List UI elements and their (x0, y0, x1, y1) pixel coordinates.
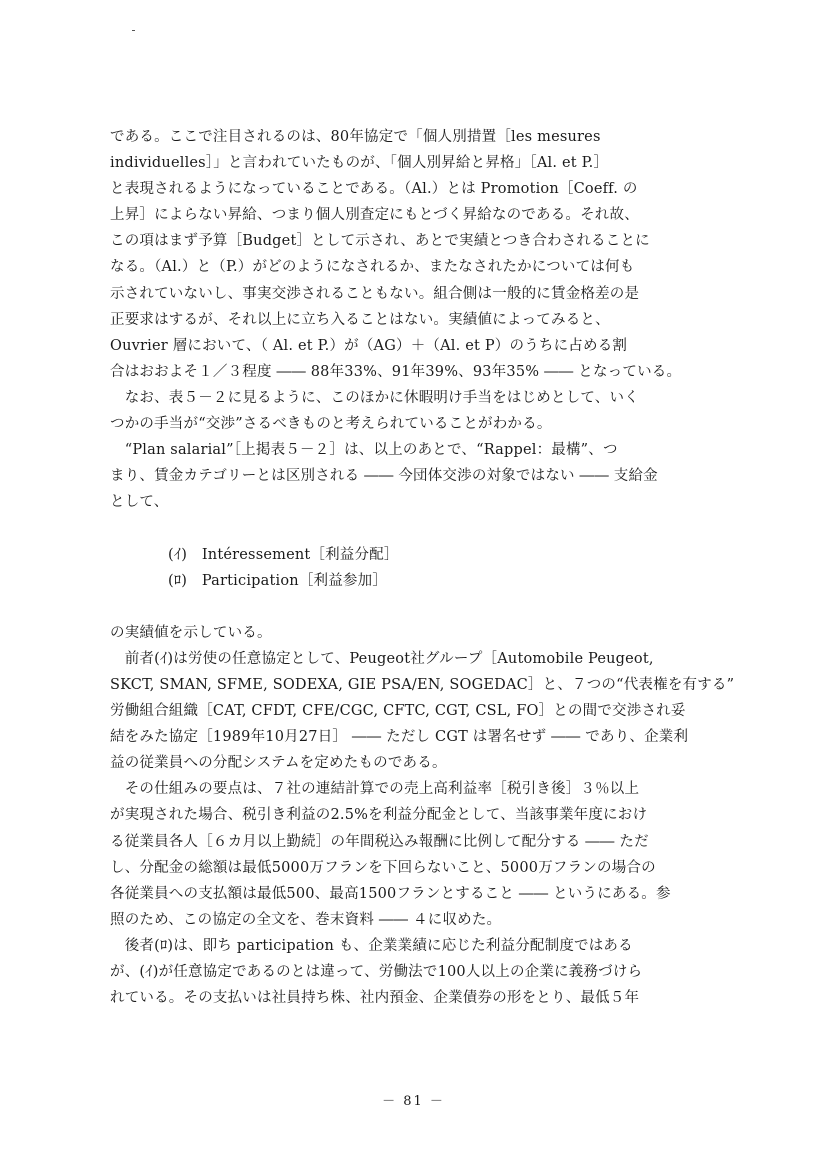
paragraph-3 (110, 437, 750, 515)
paragraph-6 (110, 776, 750, 933)
paragraph-1 (110, 124, 750, 385)
paragraph-2 (110, 385, 750, 437)
text-line: 結をみた協定［1989年10月27日］ ―― ただし CGT は署名せず ―― であり、企業利 (110, 729, 689, 746)
text-line: なお、表５－２に見るように、このほかに休暇明け手当をはじめとして、いく (110, 389, 639, 406)
text-line: として、 (110, 494, 169, 511)
text-line: この項はまず予算［Budget］として示され、あとで実績とつき合わされることに (110, 233, 650, 250)
text-line: が実現された場合、税引き利益の2.5%を利益分配金として、当該事業年度におけ (110, 807, 648, 824)
item-list (110, 542, 750, 594)
paragraph-5 (110, 646, 750, 776)
text-line: と表現されるようになっていることである。（Al.）とは Promotion［Coeff. の (110, 181, 638, 198)
text-line: 益の従業員への分配システムを定めたものである。 (110, 755, 447, 772)
text-line: である。ここで注目されるのは、80年協定で「個人別措置［les mesures (110, 129, 601, 145)
text-line: る従業員各人［６カ月以上勤続］の年間税込み報酬に比例して配分する ―― ただ (110, 833, 649, 850)
text-line: れている。その支払いは社員持ち株、社内預金、企業債券の形をとり、最低５年 (110, 990, 640, 1007)
text-line: 上昇］によらない昇給、つまり個人別査定にもとづく昇給なのである。それ故、 (110, 207, 639, 224)
text-line: なる。（Al.）と（P.）がどのようになされるか、またなされたかについては何も (110, 259, 635, 276)
scan-mark (132, 30, 135, 31)
text-line: 示されていないし、事実交渉されることもない。組合側は一般的に賃金格差の是 (110, 285, 640, 302)
blank-line (110, 515, 750, 541)
text-line: その仕組みの要点は、７社の連結計算での売上高利益率［税引き後］３％以上 (110, 781, 640, 798)
text-line: Ouvrier 層において、（ Al. et P.）が（AG）＋（Al. et P）のうちに占める割 (110, 337, 628, 354)
body-text (110, 124, 750, 1011)
text-line: 各従業員への支払額は最低500、最高1500フランとすること ―― というにある。参 (110, 885, 671, 902)
text-line: まり、賃金カテゴリーとは区別される ―― 今団体交渉の対象ではない ―― 支給金 (110, 468, 658, 485)
text-line: 照のため、この協定の全文を、巻末資料 ―― ４に収めた。 (110, 911, 502, 928)
text-line: 労働組合組織［CAT, CFDT, CFE/CGC, CFTC, CGT, CSL, FO］との間で交渉され妥 (110, 703, 686, 720)
text-line: の実績値を示している。 (110, 624, 272, 641)
text-line: し、分配金の総額は最低5000万フランを下回らないこと、5000万フランの場合の (110, 859, 656, 876)
text-line: individuelles］」と言われていたものが、「個人別昇給と昇格」［Al. et P.］ (110, 155, 609, 172)
text-line: 正要求はするが、それ以上に立ち入ることはない。実績値によってみると、 (110, 311, 610, 328)
blank-line (110, 594, 750, 620)
paragraph-4 (110, 620, 750, 646)
paragraph-7 (110, 933, 750, 1011)
text-line: つかの手当が“交渉”さるべきものと考えられていることがわかる。 (110, 416, 552, 433)
text-line: “Plan salarial”［上掲表５－２］は、以上のあとで、“Rappel：最構”、つ (110, 442, 618, 459)
list-item: (ｲ) Intéressement［利益分配］ (168, 546, 399, 563)
text-line: 前者(ｲ)は労使の任意協定として、Peugeot社グループ［Automobile Peugeot, (110, 650, 654, 667)
text-line: SKCT, SMAN, SFME, SODEXA, GIE PSA/EN, SOGEDAC］と、７つの“代表権を有する” (110, 676, 735, 693)
text-line: 後者(ﾛ)は、即ち participation も、企業業績に応じた利益分配制度ではある (110, 937, 633, 954)
text-line: 合はおおよそ１／３程度 ―― 88年33%、91年39%、93年35% ―― となっている。 (110, 363, 682, 380)
text-line: が、(ｲ)が任意協定であるのとは違って、労働法で100人以上の企業に義務づけら (110, 964, 643, 980)
list-item: (ﾛ) Participation［利益参加］ (168, 572, 388, 589)
page-number: － 81 － (382, 1094, 445, 1109)
